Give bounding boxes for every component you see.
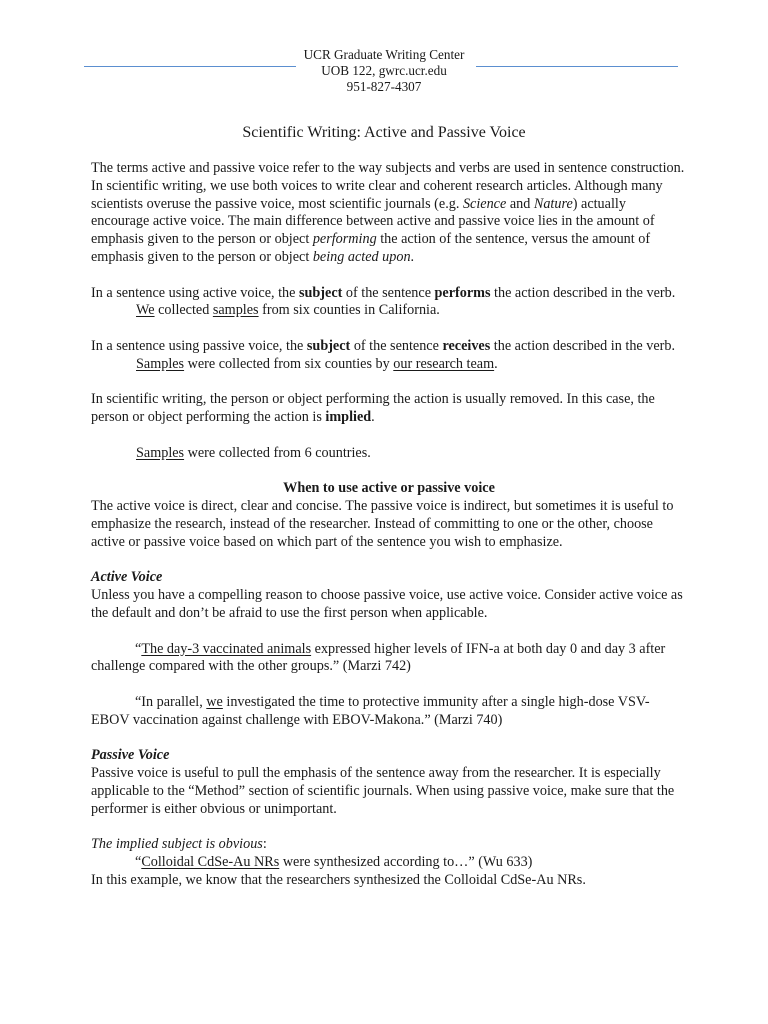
active-definition: In a sentence using active voice, the subject of the sentence performs the action described in the verb. (91, 284, 676, 301)
closing-sentence: In this example, we know that the researchers synthesized the Colloidal CdSe-Au NRs. (91, 871, 586, 888)
intro-paragraph: The terms active and passive voice refer to the way subjects and verbs are used in sentence construction. In scientific writing, we use both voices to write clear and coherent research articles. Although many scientists overuse the passive voice, most scientific journals (e.g. Science and Nature) actually encourage active voice. The main difference between active and passive voice lies in the amount of emphasis given to the person or object performing the action of the sentence, versus the amount of emphasis given to the person or object being acted upon. (91, 160, 685, 265)
implied-example: Samples were collected from 6 countries. (136, 444, 371, 461)
document-title: Scientific Writing: Active and Passive Voice (242, 124, 526, 141)
section-heading-when: When to use active or passive voice (283, 480, 495, 497)
org-phone: 951-827-4307 (346, 79, 422, 94)
implied-definition: In scientific writing, the person or object performing the action is usually removed. In this case, the person or object performing the action is implied. (91, 391, 655, 426)
when-paragraph: The active voice is direct, clear and concise. The passive voice is indirect, but sometimes it is useful to emphasize the research, instead of the researcher. Instead of committing to one or the other, choose active or passive voice based on which part of the sentence you wish to emphasize. (91, 498, 674, 550)
passive-definition: In a sentence using passive voice, the subject of the sentence receives the action described in the verb. (91, 337, 676, 354)
active-example: We collected samples from six counties in California. (136, 302, 440, 319)
implied-subject-heading: The implied subject is obvious: (91, 836, 267, 853)
quote-active-1: “The day-3 vaccinated animals expressed higher levels of IFN-a at both day 0 and day 3 after challenge compared with the other groups.” (Marzi 742) (91, 640, 666, 675)
document-body (91, 160, 687, 890)
passive-paragraph: Passive voice is useful to pull the emphasis of the sentence away from the researcher. It is especially applicable to the “Method” section of scientific journals. When using passive voice, make sure that the performer is either obvious or unimportant. (91, 765, 675, 817)
header-rule-right (476, 66, 678, 67)
quote-active-2: “In parallel, we investigated the time to protective immunity after a single high-dose VSV-EBOV vaccination against challenge with EBOV-Makona.” (Marzi 740) (91, 693, 650, 728)
passive-example: Samples were collected from six counties by our research team. (136, 355, 498, 372)
header-rule-left (84, 66, 296, 67)
section-heading-passive: Passive Voice (91, 747, 170, 764)
section-heading-active: Active Voice (91, 569, 163, 586)
active-paragraph: Unless you have a compelling reason to choose passive voice, use active voice. Consider active voice as the default and don’t be afraid to use the first person when applicable. (91, 587, 683, 621)
org-name: UCR Graduate Writing Center (303, 47, 465, 62)
letterhead (0, 47, 768, 95)
quote-passive-1: “Colloidal CdSe-Au NRs were synthesized according to…” (Wu 633) (135, 854, 533, 871)
org-address: UOB 122, gwrc.ucr.edu (321, 63, 447, 78)
